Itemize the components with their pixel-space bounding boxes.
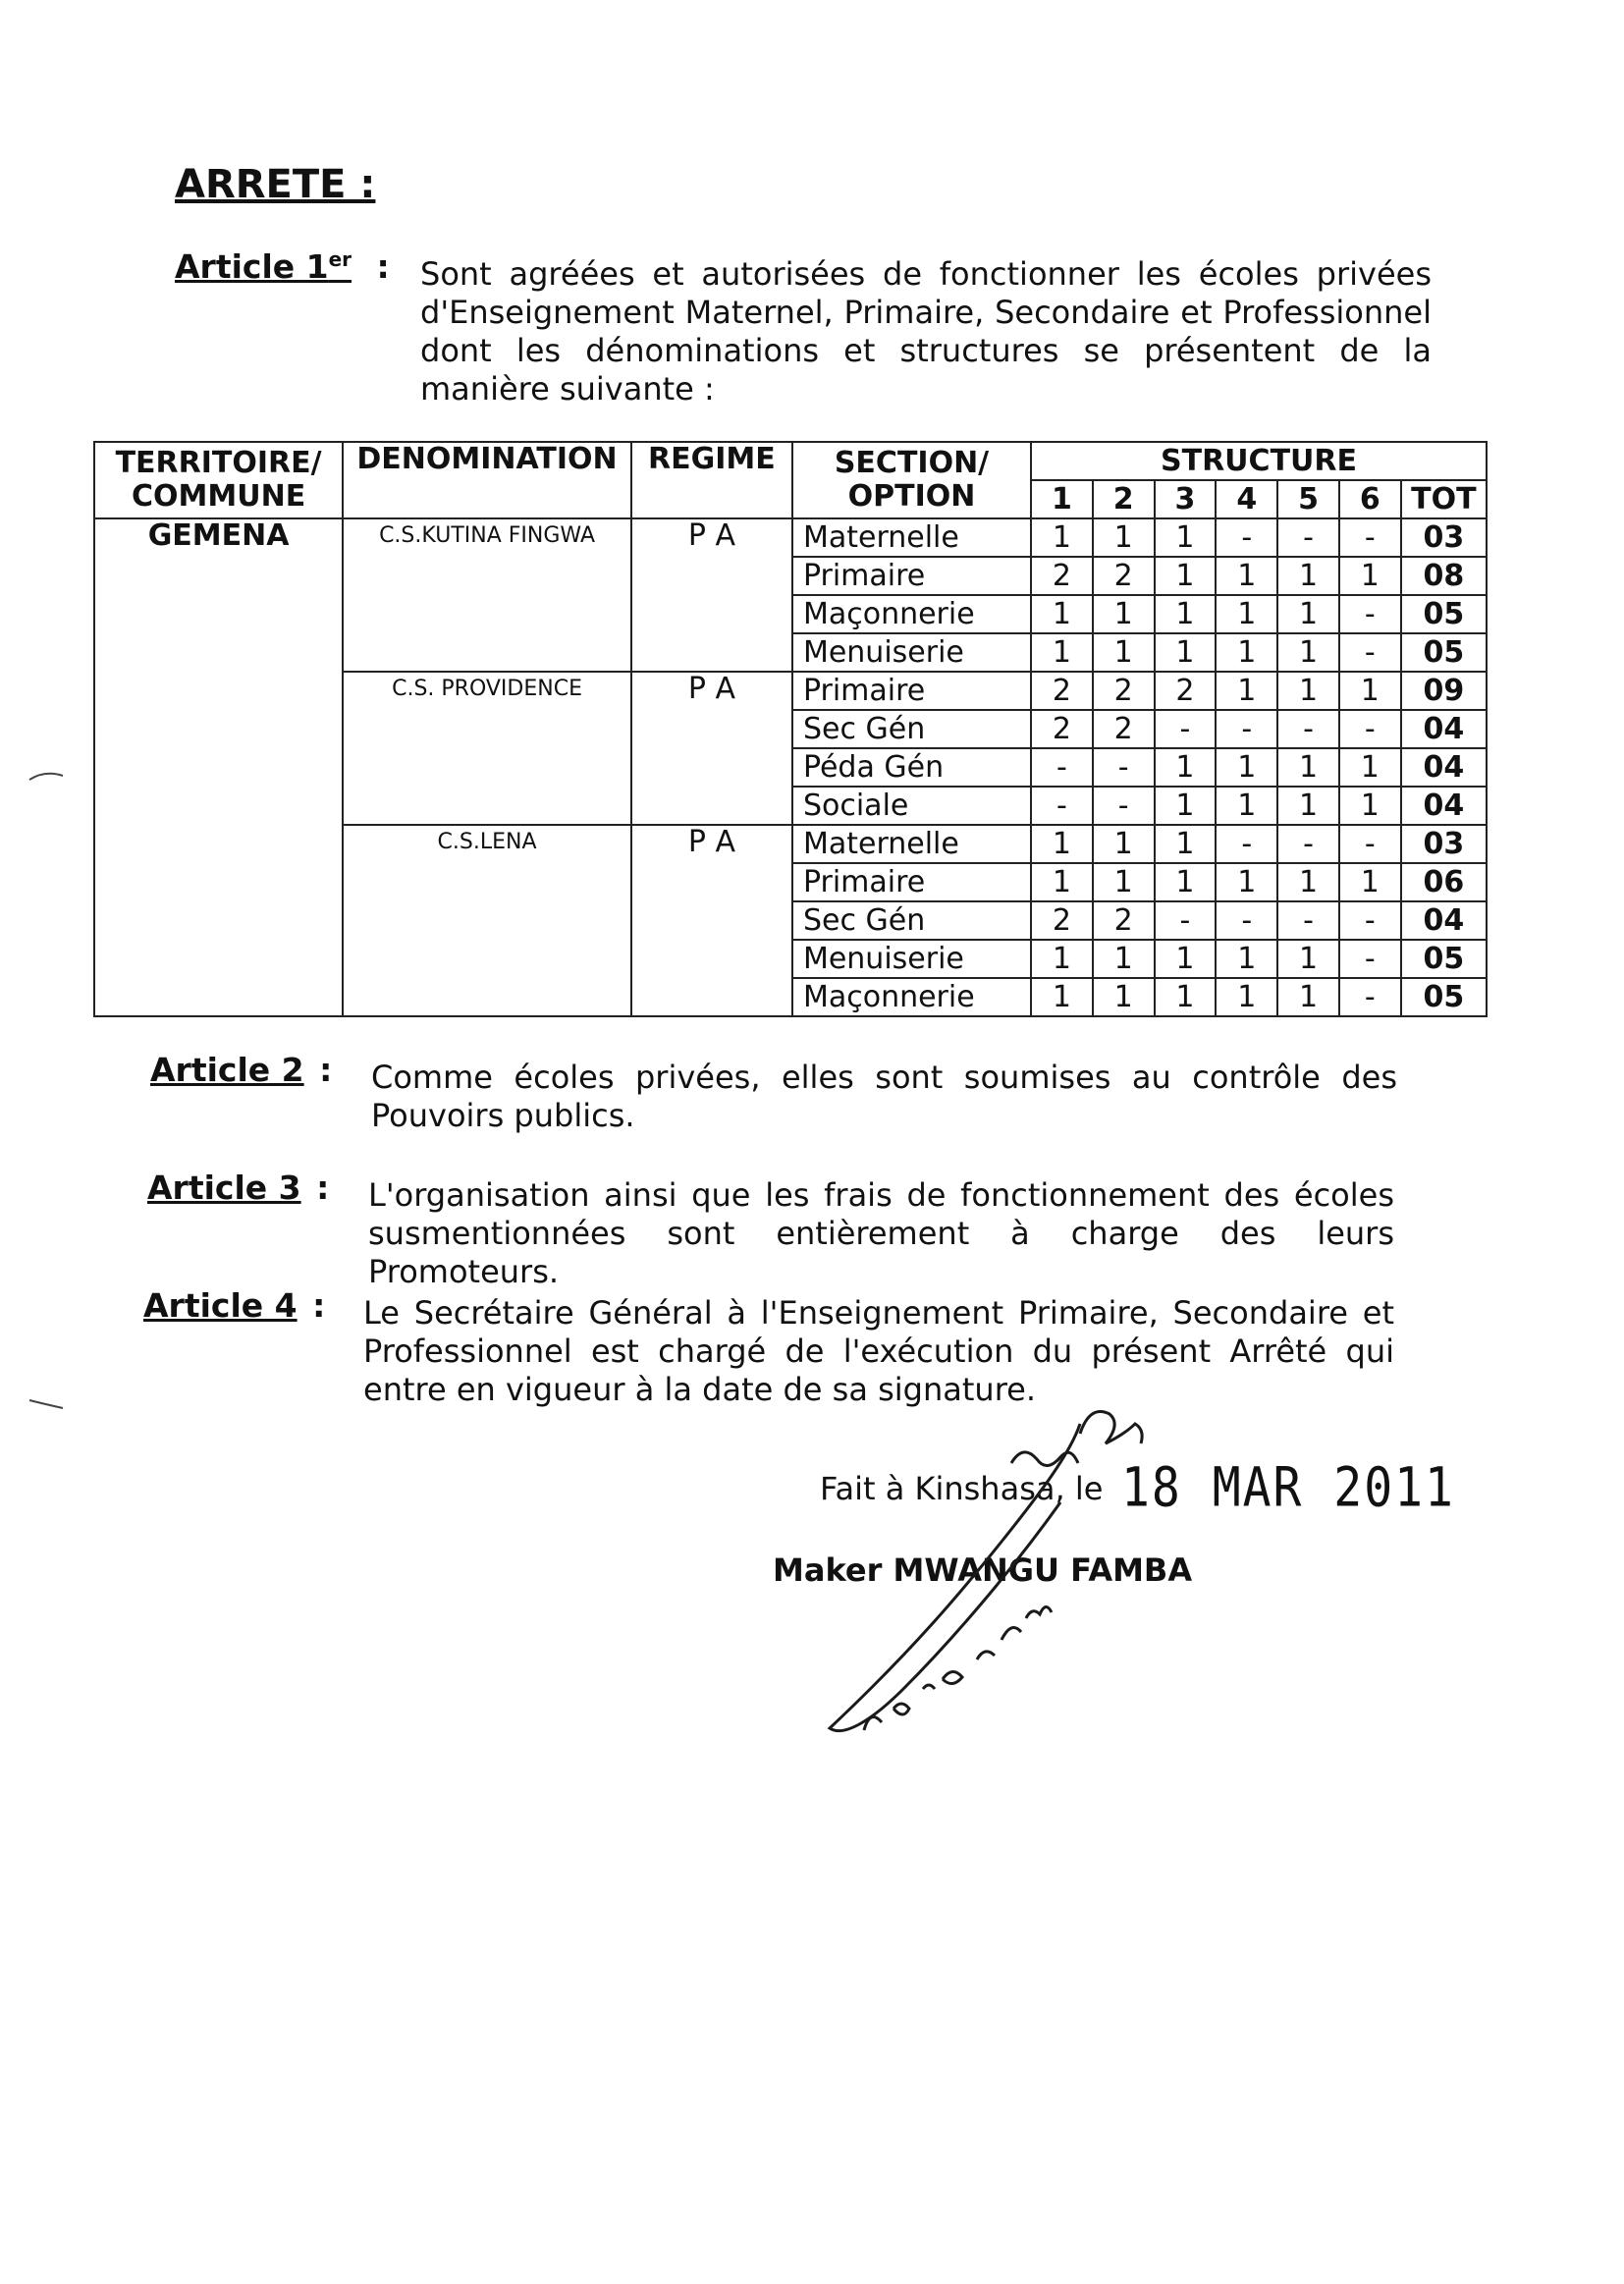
section-cell: Maçonnerie [792, 595, 1031, 633]
structure-cell: - [1277, 825, 1339, 863]
territoire-cell: GEMENA [94, 518, 343, 1016]
structure-cell: 1 [1277, 633, 1339, 672]
article-2-label [150, 1051, 332, 1089]
section-cell: Primaire [792, 557, 1031, 595]
signer-name: Maker MWANGU FAMBA [773, 1551, 1193, 1589]
structure-cell: 1 [1031, 863, 1093, 901]
denomination-cell: C.S.LENA [343, 825, 631, 1016]
total-cell: 04 [1401, 748, 1487, 787]
section-cell: Primaire [792, 672, 1031, 710]
total-cell: 05 [1401, 978, 1487, 1016]
margin-mark [27, 766, 67, 786]
section-cell: Maçonnerie [792, 978, 1031, 1016]
structure-cell: 1 [1031, 518, 1093, 557]
structure-cell: 1 [1277, 940, 1339, 978]
structure-cell: - [1339, 518, 1401, 557]
structure-cell: - [1216, 710, 1277, 748]
structure-cell: - [1339, 595, 1401, 633]
section-cell: Maternelle [792, 825, 1031, 863]
denomination-cell: C.S.KUTINA FINGWA [343, 518, 631, 672]
article-3-label-text: Article 3 [147, 1169, 301, 1207]
structure-cell: 1 [1277, 863, 1339, 901]
structure-cell: - [1155, 901, 1217, 940]
structure-cell: - [1093, 787, 1155, 825]
total-cell: 05 [1401, 595, 1487, 633]
margin-mark [27, 1394, 67, 1414]
section-cell: Péda Gén [792, 748, 1031, 787]
section-cell: Maternelle [792, 518, 1031, 557]
article-2-label-colon: : [307, 1051, 333, 1089]
total-cell: 09 [1401, 672, 1487, 710]
structure-cell: 2 [1031, 710, 1093, 748]
handwritten-signature [785, 1394, 1257, 1787]
structure-cell: 1 [1155, 978, 1217, 1016]
section-cell: Menuiserie [792, 940, 1031, 978]
structure-cell: - [1339, 901, 1401, 940]
article-3-label-colon: : [304, 1169, 330, 1207]
structure-cell: 2 [1093, 901, 1155, 940]
schools-table [93, 441, 1488, 1017]
structure-cell: 1 [1216, 748, 1277, 787]
structure-cell: 1 [1216, 787, 1277, 825]
structure-cell: 1 [1277, 978, 1339, 1016]
structure-cell: 1 [1093, 633, 1155, 672]
structure-cell: 1 [1031, 825, 1093, 863]
structure-cell: - [1093, 748, 1155, 787]
structure-cell: 1 [1155, 518, 1217, 557]
article-2-label-text: Article 2 [150, 1051, 304, 1089]
structure-cell: - [1277, 901, 1339, 940]
structure-cell: 1 [1339, 863, 1401, 901]
structure-cell: 1 [1155, 863, 1217, 901]
structure-cell: - [1031, 787, 1093, 825]
structure-cell: 2 [1031, 672, 1093, 710]
article-2-text: Comme écoles privées, elles sont soumises au contrôle des Pouvoirs publics. [371, 1059, 1397, 1134]
total-cell: 04 [1401, 710, 1487, 748]
structure-cell: - [1339, 825, 1401, 863]
total-cell: 05 [1401, 633, 1487, 672]
structure-cell: 1 [1155, 557, 1217, 595]
article-3-label [147, 1169, 329, 1207]
structure-cell: 1 [1031, 978, 1093, 1016]
structure-cell: - [1339, 940, 1401, 978]
article-4-label-text: Article 4 [143, 1286, 298, 1325]
structure-cell: 1 [1093, 595, 1155, 633]
structure-cell: 1 [1216, 672, 1277, 710]
structure-cell: - [1339, 710, 1401, 748]
article-1-label-colon: : [365, 247, 390, 286]
structure-cell: 1 [1339, 557, 1401, 595]
page-title: ARRETE : [175, 162, 376, 207]
header-denomination: DENOMINATION [343, 442, 631, 518]
article-4-label-colon: : [300, 1286, 326, 1325]
structure-cell: 1 [1277, 557, 1339, 595]
section-cell: Sec Gén [792, 710, 1031, 748]
structure-cell: 1 [1216, 940, 1277, 978]
structure-cell: 1 [1031, 633, 1093, 672]
total-cell: 08 [1401, 557, 1487, 595]
structure-cell: 1 [1216, 978, 1277, 1016]
structure-cell: - [1339, 633, 1401, 672]
article-4-text: Le Secrétaire Général à l'Enseignement Primaire, Secondaire et Professionnel est chargé de l'exécution du présent Arrêté qui entre en vigueur à la date de sa signature. [363, 1294, 1394, 1408]
structure-cell: 1 [1031, 940, 1093, 978]
date-stamp: 18 MAR 2011 [1121, 1455, 1455, 1520]
article-1-label [175, 247, 390, 286]
structure-cell: - [1277, 518, 1339, 557]
structure-cell: 1 [1216, 633, 1277, 672]
regime-cell: P A [631, 672, 792, 825]
structure-cell: 1 [1339, 748, 1401, 787]
header-level: 2 [1093, 480, 1155, 518]
structure-cell: 2 [1155, 672, 1217, 710]
header-tot: TOT [1401, 480, 1487, 518]
structure-cell: 1 [1216, 595, 1277, 633]
header-level: 3 [1155, 480, 1217, 518]
article-3-text: L'organisation ainsi que les frais de fonctionnement des écoles susmentionnées sont entièrement à charge des leurs Promoteurs. [368, 1176, 1394, 1290]
structure-cell: - [1277, 710, 1339, 748]
structure-cell: 1 [1277, 595, 1339, 633]
structure-cell: 2 [1031, 901, 1093, 940]
structure-cell: - [1216, 825, 1277, 863]
signature-place: Fait à Kinshasa, le [820, 1470, 1104, 1507]
structure-cell: 1 [1277, 672, 1339, 710]
structure-cell: 1 [1031, 595, 1093, 633]
structure-cell: 1 [1093, 940, 1155, 978]
article-4-label [143, 1286, 325, 1325]
header-section: SECTION/ OPTION [792, 442, 1031, 518]
section-cell: Sec Gén [792, 901, 1031, 940]
structure-cell: 1 [1093, 978, 1155, 1016]
article-1-label-text: Article 1 [175, 247, 329, 286]
structure-cell: 2 [1093, 710, 1155, 748]
structure-cell: 1 [1155, 825, 1217, 863]
total-cell: 04 [1401, 787, 1487, 825]
structure-cell: 1 [1093, 863, 1155, 901]
structure-cell: 1 [1339, 672, 1401, 710]
structure-cell: - [1155, 710, 1217, 748]
structure-cell: 1 [1155, 940, 1217, 978]
structure-cell: 1 [1155, 595, 1217, 633]
structure-cell: 2 [1093, 557, 1155, 595]
structure-cell: 2 [1093, 672, 1155, 710]
total-cell: 03 [1401, 825, 1487, 863]
header-level: 1 [1031, 480, 1093, 518]
structure-cell: - [1216, 901, 1277, 940]
section-cell: Sociale [792, 787, 1031, 825]
structure-cell: 1 [1216, 557, 1277, 595]
header-level: 4 [1216, 480, 1277, 518]
header-regime: REGIME [631, 442, 792, 518]
section-cell: Menuiserie [792, 633, 1031, 672]
structure-cell: 1 [1155, 787, 1217, 825]
structure-cell: - [1031, 748, 1093, 787]
structure-cell: 1 [1277, 748, 1339, 787]
header-territoire: TERRITOIRE/ COMMUNE [94, 442, 343, 518]
regime-cell: P A [631, 825, 792, 1016]
structure-cell: 1 [1155, 748, 1217, 787]
section-cell: Primaire [792, 863, 1031, 901]
total-cell: 03 [1401, 518, 1487, 557]
regime-cell: P A [631, 518, 792, 672]
structure-cell: 1 [1339, 787, 1401, 825]
total-cell: 04 [1401, 901, 1487, 940]
table-body [94, 518, 1487, 1016]
structure-cell: - [1339, 978, 1401, 1016]
structure-cell: 1 [1155, 633, 1217, 672]
total-cell: 06 [1401, 863, 1487, 901]
total-cell: 05 [1401, 940, 1487, 978]
structure-cell: 1 [1093, 518, 1155, 557]
header-level: 6 [1339, 480, 1401, 518]
structure-cell: 1 [1093, 825, 1155, 863]
header-structure: STRUCTURE [1031, 442, 1487, 480]
structure-cell: 2 [1031, 557, 1093, 595]
structure-cell: - [1216, 518, 1277, 557]
structure-cell: 1 [1216, 863, 1277, 901]
article-1-label-sup: er [328, 247, 352, 271]
structure-cell: 1 [1277, 787, 1339, 825]
article-1-text: Sont agréées et autorisées de fonctionner les écoles privées d'Enseignement Maternel, Primaire, Secondaire et Professionnel dont les dénominations et structures se présentent de la manière suivante : [420, 255, 1432, 408]
denomination-cell: C.S. PROVIDENCE [343, 672, 631, 825]
header-level: 5 [1277, 480, 1339, 518]
table-row [94, 518, 1487, 557]
